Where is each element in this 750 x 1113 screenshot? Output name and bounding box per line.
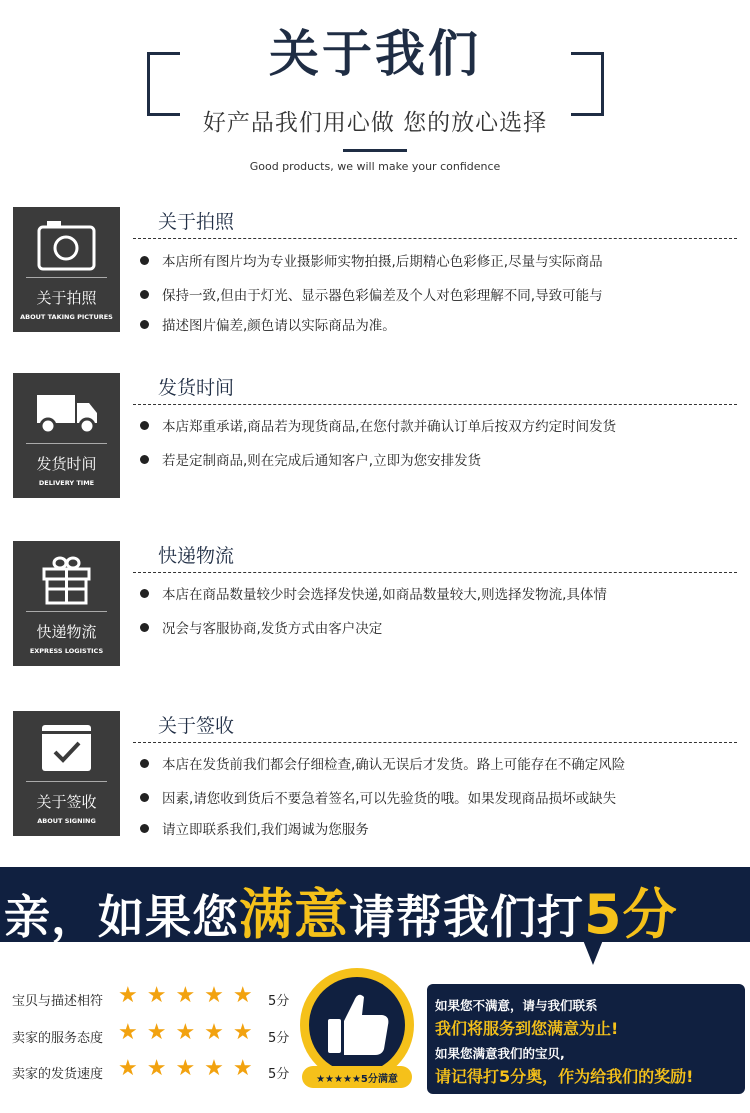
section-line: 保持一致,但由于灯光、显示器色彩偏差及个人对色彩理解不同,导致可能与 xyxy=(140,284,603,304)
banner-text: 亲，如果您满意请帮我们打5分 xyxy=(4,883,678,946)
section-line: 本店郑重承诺,商品若为现货商品,在您付款并确认订单后按双方约定时间发货 xyxy=(140,415,616,435)
message-line: 如果您不满意，请与我们联系 xyxy=(435,998,598,1013)
message-box xyxy=(427,984,745,1094)
badge-label: 发货时间 xyxy=(36,455,97,473)
section-title: 关于签收 xyxy=(158,715,235,737)
section-line: 请立即联系我们,我们竭诚为您服务 xyxy=(140,818,369,838)
section-line: 描述图片偏差,颜色请以实际商品为准。 xyxy=(140,314,396,334)
rating-score: 5分 xyxy=(268,994,290,1009)
rating-score: 5分 xyxy=(268,1067,290,1082)
bullet-icon xyxy=(140,623,149,632)
message-highlight: 请记得打5分奥，作为给我们的奖励! xyxy=(435,1067,694,1086)
message-highlight: 我们将服务到您满意为止! xyxy=(435,1019,619,1038)
section-taking-pictures xyxy=(0,207,750,337)
section-title: 快递物流 xyxy=(158,545,235,567)
badge-label-english: ABOUT TAKING PICTURES xyxy=(20,313,113,321)
camera-icon xyxy=(13,215,120,275)
section-delivery-time xyxy=(0,373,750,503)
rating-score: 5分 xyxy=(268,1031,290,1046)
section-about-signing xyxy=(0,711,750,841)
badge-separator xyxy=(26,611,107,612)
section-line: 因素,请您收到货后不要急着签名,可以先验货的哦。如果发现商品损坏或缺失 xyxy=(140,787,616,807)
badge-label: 关于拍照 xyxy=(36,289,97,307)
rating-label: 卖家的服务态度 xyxy=(12,1031,104,1046)
gift-icon xyxy=(13,549,120,609)
section-badge xyxy=(13,207,120,332)
badge-label-english: DELIVERY TIME xyxy=(38,479,95,487)
badge-separator xyxy=(26,781,107,782)
section-line: 本店在商品数量较少时会选择发快递,如商品数量较大,则选择发物流,具体情 xyxy=(140,583,607,603)
section-title: 关于拍照 xyxy=(158,211,235,233)
section-express-logistics xyxy=(0,541,750,671)
bullet-icon xyxy=(140,290,149,299)
bullet-icon xyxy=(140,421,149,430)
bullet-icon xyxy=(140,320,149,329)
banner-score: 5分 xyxy=(584,883,678,946)
truck-icon xyxy=(13,381,120,441)
rating-label: 宝贝与描述相符 xyxy=(12,994,104,1009)
section-line: 若是定制商品,则在完成后通知客户,立即为您安排发货 xyxy=(140,449,481,469)
bullet-icon xyxy=(140,256,149,265)
section-badge xyxy=(13,711,120,836)
section-dashed-divider xyxy=(133,742,737,743)
section-line: 本店在发货前我们都会仔细检查,确认无误后才发货。路上可能存在不确定风险 xyxy=(140,753,625,773)
bullet-icon xyxy=(140,589,149,598)
section-badge xyxy=(13,541,120,666)
badge-label: 关于签收 xyxy=(36,793,97,811)
badge-separator xyxy=(26,443,107,444)
bullet-icon xyxy=(140,793,149,802)
section-line: 况会与客服协商,发货方式由客户决定 xyxy=(140,617,382,637)
rating-stars: ★★★★★ xyxy=(118,983,262,1008)
svg-text:★★★★★5分满意: ★★★★★5分满意 xyxy=(316,1074,398,1085)
page-title: 关于我们 xyxy=(269,25,481,83)
bullet-icon xyxy=(140,455,149,464)
rating-stars: ★★★★★ xyxy=(118,1056,262,1081)
bullet-icon xyxy=(140,824,149,833)
badge-label: 快递物流 xyxy=(36,623,97,641)
check-box-icon xyxy=(13,719,120,779)
badge-label-english: EXPRESS LOGISTICS xyxy=(29,647,104,655)
rating-label: 卖家的发货速度 xyxy=(12,1067,104,1082)
banner-highlight: 满意 xyxy=(239,883,349,946)
bullet-icon xyxy=(140,759,149,768)
section-line: 本店所有图片均为专业摄影师实物拍摄,后期精心色彩修正,尽量与实际商品 xyxy=(140,250,603,270)
section-dashed-divider xyxy=(133,572,737,573)
section-dashed-divider xyxy=(133,238,737,239)
badge-separator xyxy=(26,277,107,278)
section-badge xyxy=(13,373,120,498)
badge-label-english: ABOUT SIGNING xyxy=(37,817,96,825)
rating-stars: ★★★★★ xyxy=(118,1020,262,1045)
section-title: 发货时间 xyxy=(158,377,235,399)
message-line: 如果您满意我们的宝贝, xyxy=(435,1046,565,1061)
page-subtitle: 好产品我们用心做 您的放心选择 xyxy=(202,110,548,136)
thumbs-up-badge xyxy=(298,965,416,1093)
page-subtitle-english: Good products, we will make your confidence xyxy=(249,160,501,173)
section-dashed-divider xyxy=(133,404,737,405)
header-divider xyxy=(343,149,407,152)
